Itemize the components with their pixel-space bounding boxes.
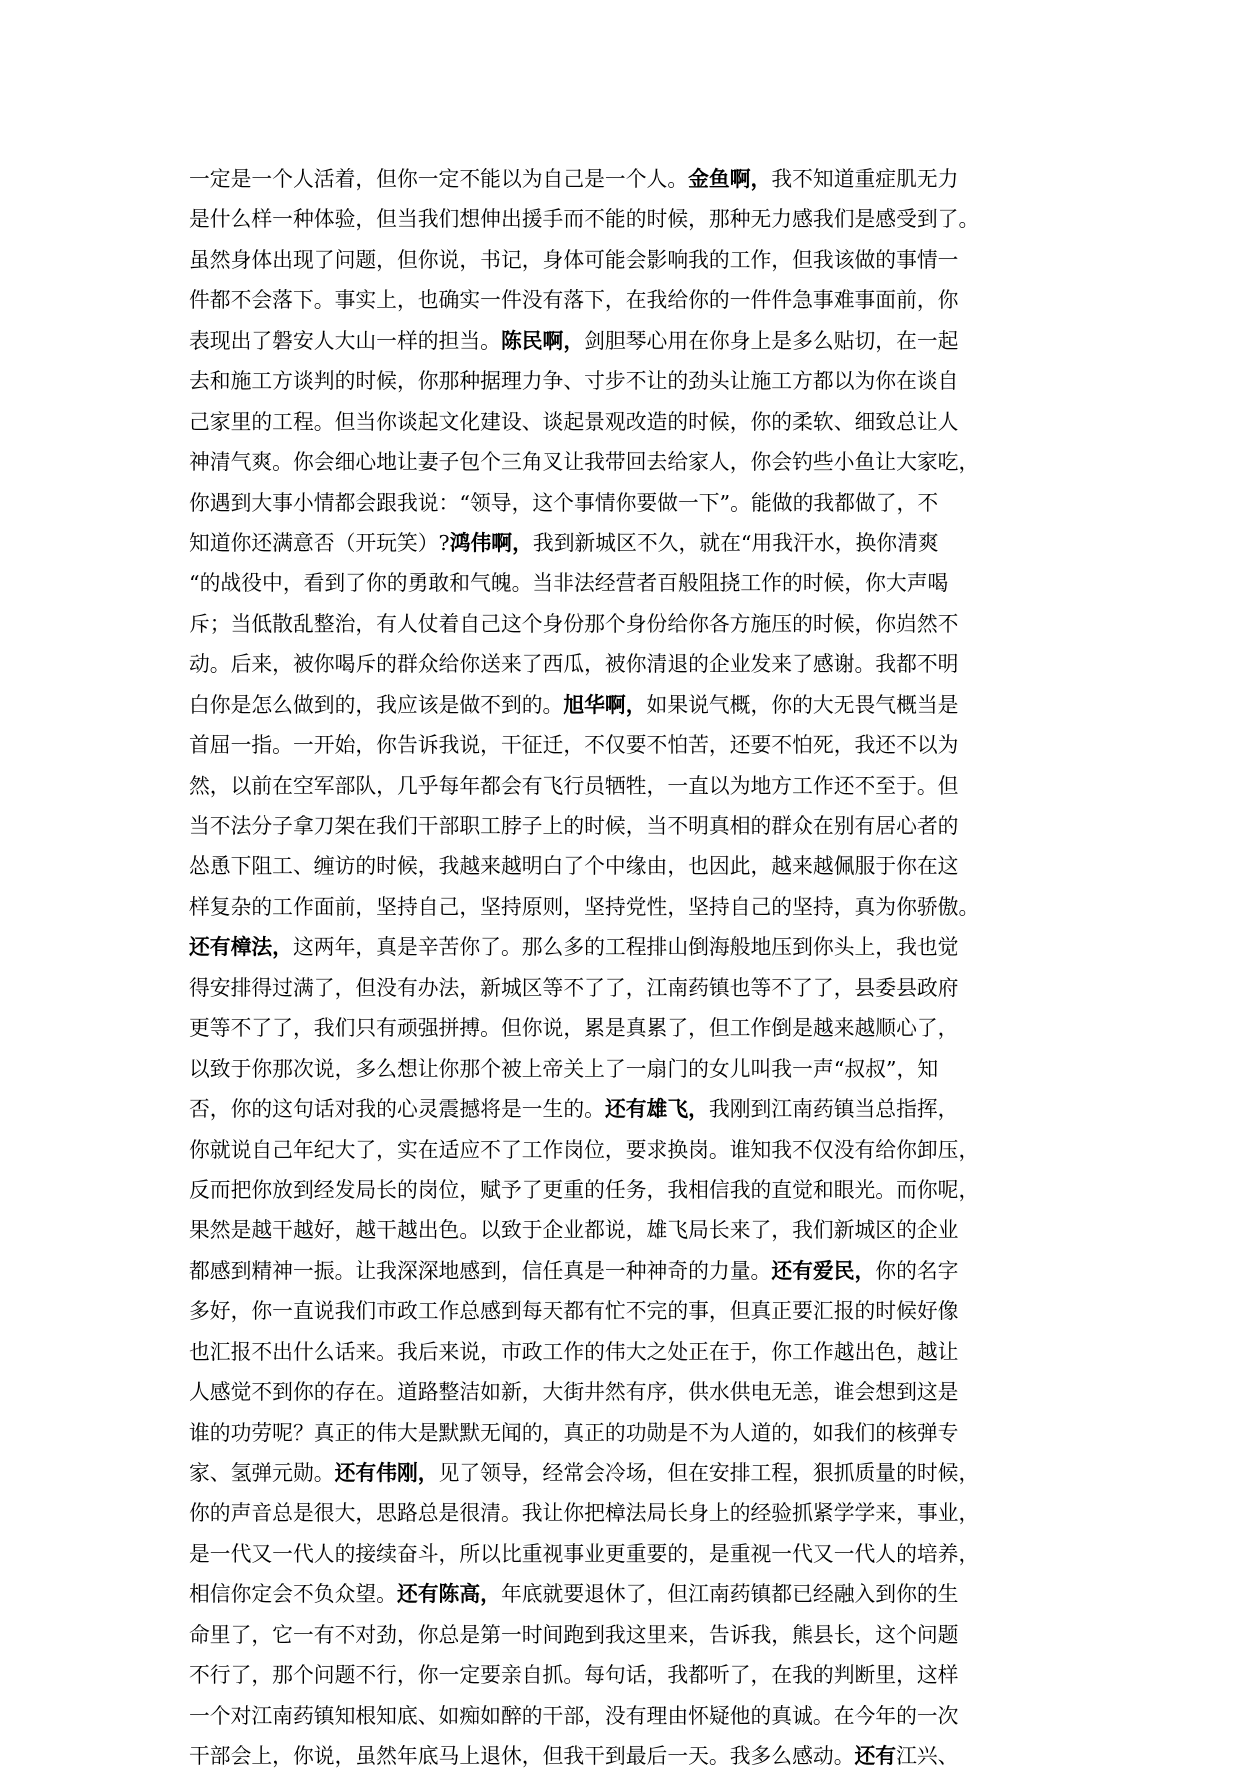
text-segment: 如果说气概，你的大无畏气概当是 (646, 692, 959, 717)
text-line (189, 483, 1069, 523)
text-line (189, 361, 1069, 401)
text-segment: 首屈一指。一开始，你告诉我说，干征迁，不仅要不怕苦，还要不怕死，我还不以为 (189, 733, 959, 758)
text-line (189, 1049, 1069, 1089)
text-line (189, 725, 1069, 765)
text-line (189, 1251, 1069, 1291)
text-segment: 我刚到江南药镇当总指挥， (708, 1097, 959, 1122)
bold-name: 还有陈高， (396, 1582, 501, 1607)
text-segment: 江兴、 (896, 1744, 959, 1769)
text-line (189, 1696, 1069, 1736)
text-line (189, 1736, 1069, 1776)
text-segment: 谁的功劳呢？真正的伟大是默默无闻的，真正的功勋是不为人道的，如我们的核弹专 (189, 1420, 959, 1445)
bold-name: 金鱼啊， (688, 167, 772, 191)
text-segment: 件都不会落下。事实上，也确实一件没有落下，在我给你的一件件急事难事面前，你 (189, 288, 959, 313)
bold-name: 还有 (854, 1744, 897, 1769)
text-line (189, 1615, 1069, 1655)
text-line (189, 1008, 1069, 1048)
text-line (189, 1453, 1069, 1493)
text-segment: 你遇到大事小情都会跟我说：“领导，这个事情你要做一下”。能做的我都做了，不 (189, 490, 939, 515)
text-segment: 你的声音总是很大，思路总是很清。我让你把樟法局长身上的经验抓紧学学来，事业， (189, 1501, 980, 1526)
text-line (189, 442, 1069, 482)
text-line (189, 321, 1069, 361)
text-segment: 虽然身体出现了问题，但你说，书记，身体可能会影响我的工作，但我该做的事情一 (189, 247, 959, 272)
text-segment: 当不法分子拿刀架在我们干部职工脖子上的时候，当不明真相的群众在别有居心者的 (189, 814, 959, 838)
text-segment: 神清气爽。你会细心地让妻子包个三角叉让我带回去给家人，你会钓些小鱼让大家吃， (189, 450, 980, 475)
text-segment: 命里了，它一有不对劲，你总是第一时间跑到我这里来，告诉我，熊县长，这个问题 (189, 1622, 959, 1647)
text-segment: 以致于你那次说，多么想让你那个被上帝关上了一扇门的女儿叫我一声“叔叔”，知 (189, 1056, 939, 1081)
text-line (189, 1493, 1069, 1533)
text-segment: 否，你的这句话对我的心灵震撼将是一生的。 (189, 1097, 605, 1122)
text-line (189, 846, 1069, 886)
text-line (189, 1210, 1069, 1250)
text-segment: 一定是一个人活着，但你一定不能以为自己是一个人。 (189, 167, 689, 191)
text-segment: 己家里的工程。但当你谈起文化建设、谈起景观改造的时候，你的柔软、细致总让人 (189, 409, 959, 434)
bold-name: 还有雄飞， (604, 1097, 709, 1122)
text-segment: 去和施工方谈判的时候，你那种据理力争、寸步不让的劲头让施工方都以为你在谈自 (189, 369, 959, 394)
text-line (189, 1413, 1069, 1453)
text-segment: 见了领导，经常会冷场，但在安排工程，狠抓质量的时候， (438, 1461, 980, 1485)
text-segment: 干部会上，你说，虽然年底马上退休，但我干到最后一天。我多么感动。 (189, 1744, 855, 1769)
text-line (189, 523, 1069, 563)
text-line (189, 766, 1069, 806)
text-segment: 反而把你放到经发局长的岗位，赋予了更重的任务，我相信我的直觉和眼光。而你呢， (189, 1177, 980, 1202)
text-segment: 怂恿下阻工、缠访的时候，我越来越明白了个中缘由，也因此，越来越佩服于你在这 (189, 854, 959, 879)
text-line (189, 1655, 1069, 1695)
text-line (189, 806, 1069, 846)
text-line (189, 1089, 1069, 1129)
text-segment: 这两年，真是辛苦你了。那么多的工程排山倒海般地压到你头上，我也觉 (292, 935, 959, 960)
text-segment: 也汇报不出什么话来。我后来说，市政工作的伟大之处正在于，你工作越出色，越让 (189, 1339, 959, 1364)
text-segment: 是一代又一代人的接续奋斗，所以比重视事业更重要的，是重视一代又一代人的培养， (189, 1541, 980, 1566)
text-line (189, 1170, 1069, 1210)
text-segment: 更等不了了，我们只有顽强拼搏。但你说，累是真累了，但工作倒是越来越顺心了， (189, 1016, 959, 1041)
text-line (189, 280, 1069, 320)
text-segment: 家、氢弹元勋。 (189, 1461, 335, 1485)
text-segment: 年底就要退休了，但江南药镇都已经融入到你的生 (500, 1582, 959, 1607)
text-segment: 你就说自己年纪大了，实在适应不了工作岗位，要求换岗。谁知我不仅没有给你卸压， (189, 1137, 980, 1162)
text-line (189, 685, 1069, 725)
bold-name: 陈民啊， (500, 328, 585, 353)
text-line (189, 644, 1069, 684)
text-line (189, 199, 1069, 239)
bold-name: 还有爱民， (771, 1258, 876, 1283)
text-line (189, 887, 1069, 927)
text-segment: 动。后来，被你喝斥的群众给你送来了西瓜，被你清退的企业发来了感谢。我都不明 (189, 652, 959, 677)
text-segment: 表现出了磐安人大山一样的担当。 (189, 328, 501, 353)
text-segment: 斥；当低散乱整治，有人仗着自己这个身份那个身份给你各方施压的时候，你岿然不 (189, 611, 959, 636)
bold-name: 还有伟刚， (334, 1461, 439, 1485)
text-segment: 不行了，那个问题不行，你一定要亲自抓。每句话，我都听了，在我的判断里，这样 (189, 1663, 959, 1688)
text-segment: 得安排得过满了，但没有办法，新城区等不了了，江南药镇也等不了了，县委县政府 (189, 975, 959, 1000)
text-segment: 然，以前在空军部队，几乎每年都会有飞行员牺牲，一直以为地方工作还不至于。但 (189, 773, 959, 798)
bold-name: 还有樟法， (189, 935, 293, 960)
text-line (189, 1372, 1069, 1412)
text-line (189, 968, 1069, 1008)
text-segment: 人感觉不到你的存在。道路整洁如新，大街井然有序，供水供电无恙，谁会想到这是 (189, 1380, 959, 1405)
text-segment: 是什么样一种体验，但当我们想伸出援手而不能的时候，那种无力感我们是感受到了。 (189, 207, 980, 232)
text-segment: 白你是怎么做到的，我应该是做不到的。 (189, 692, 564, 717)
body-text (189, 159, 1069, 1777)
text-segment: “的战役中，看到了你的勇敢和气魄。当非法经营者百般阻挠工作的时候，你大声喝 (189, 571, 949, 596)
text-line (189, 1291, 1069, 1331)
text-line (189, 927, 1069, 967)
text-line (189, 1332, 1069, 1372)
text-segment: 样复杂的工作面前，坚持自己，坚持原则，坚持党性，坚持自己的坚持，真为你骄傲。 (189, 894, 980, 919)
text-segment: 多好，你一直说我们市政工作总感到每天都有忙不完的事，但真正要汇报的时候好像 (189, 1299, 959, 1324)
text-segment: 果然是越干越好，越干越出色。以致于企业都说，雄飞局长来了，我们新城区的企业 (189, 1218, 959, 1243)
text-line (189, 1534, 1069, 1574)
bold-name: 鸿伟啊， (449, 530, 533, 555)
text-segment: 你的名字 (875, 1258, 959, 1283)
text-segment: 知道你还满意否（开玩笑）? (189, 530, 450, 555)
text-segment: 我不知道重症肌无力 (771, 167, 959, 191)
text-line (189, 240, 1069, 280)
text-segment: 都感到精神一振。让我深深地感到，信任真是一种神奇的力量。 (189, 1258, 772, 1283)
text-segment: 相信你定会不负众望。 (189, 1582, 397, 1607)
bold-name: 旭华啊， (563, 692, 647, 717)
text-segment: 我到新城区不久，就在“用我汗水，换你清爽 (532, 530, 939, 555)
text-line (189, 1130, 1069, 1170)
text-line (189, 159, 1069, 199)
text-line (189, 1574, 1069, 1614)
text-line (189, 402, 1069, 442)
text-line (189, 604, 1069, 644)
text-segment: 剑胆琴心用在你身上是多么贴切，在一起 (584, 328, 959, 353)
text-segment: 一个对江南药镇知根知底、如痴如醉的干部，没有理由怀疑他的真诚。在今年的一次 (189, 1703, 959, 1728)
text-line (189, 563, 1069, 603)
